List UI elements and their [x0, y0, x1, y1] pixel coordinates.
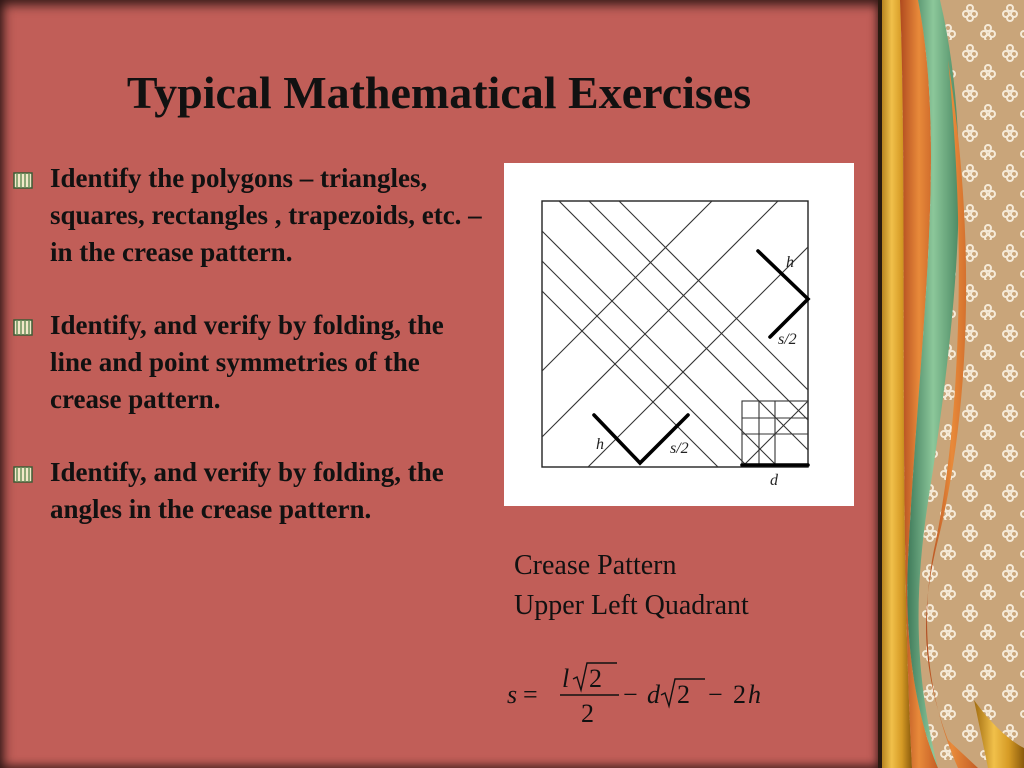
formula-d: d: [647, 680, 660, 709]
formula-equals: =: [523, 680, 538, 709]
bullet-text: Identify, and verify by folding, the line and point symmetries of the crease pattern.: [50, 310, 444, 414]
formula-minus-2: −: [708, 680, 723, 709]
book-bullet-icon: [12, 317, 34, 337]
bullet-text: Identify, and verify by folding, the angles in the crease pattern.: [50, 457, 444, 524]
formula-minus-1: −: [623, 680, 638, 709]
decorative-drape-border: [878, 0, 1024, 768]
formula-two-den: 2: [581, 699, 594, 728]
caption-line-1: Crease Pattern: [514, 550, 677, 581]
caption-line-2: Upper Left Quadrant: [514, 590, 749, 621]
slide-title: Typical Mathematical Exercises: [126, 67, 752, 118]
formula: [505, 660, 805, 730]
bullet-text: Identify the polygons – triangles, squares, rectangles , trapezoids, etc. – in the crease pattern.: [50, 163, 482, 267]
crease-pattern-diagram: [504, 163, 854, 506]
bullet-item: [12, 454, 482, 528]
crease-pattern-figure: [504, 163, 854, 506]
label-h-right: h: [786, 254, 794, 271]
bullet-item: [12, 307, 482, 418]
bullet-list: [12, 160, 482, 564]
formula-coef: 2: [733, 680, 746, 709]
label-h-bottom: h: [596, 436, 604, 453]
figure-caption: [514, 546, 749, 626]
formula-h: h: [748, 680, 761, 709]
formula-s: s: [507, 680, 518, 709]
formula-two-num: 2: [589, 664, 602, 693]
formula-l: l: [562, 664, 570, 693]
label-s2-bottom: s/2: [670, 440, 689, 457]
book-bullet-icon: [12, 464, 34, 484]
book-bullet-icon: [12, 170, 34, 190]
label-d: d: [770, 472, 778, 489]
bullet-item: [12, 160, 482, 271]
formula-two-d: 2: [677, 680, 690, 709]
label-s2-right: s/2: [778, 331, 797, 348]
